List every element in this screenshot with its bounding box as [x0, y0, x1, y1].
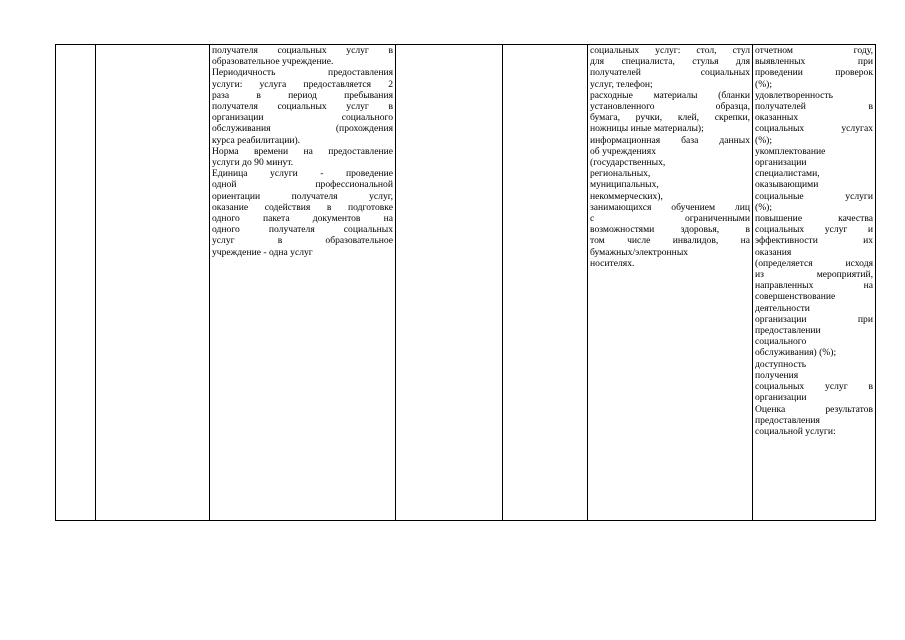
text-line: укомплектование: [755, 145, 826, 157]
text-line: одной профессиональной: [212, 179, 393, 191]
text-line: (государственных,: [590, 157, 666, 169]
text-line: организации при: [755, 313, 873, 325]
text-line: услуг в образовательное: [212, 235, 393, 247]
text-line: установленного образца,: [590, 101, 750, 113]
text-line: (%);: [755, 134, 773, 146]
text-line: образовательное учреждение.: [212, 56, 334, 68]
text-line: социальных услуг: стол, стул: [590, 45, 750, 56]
text-line: услуг, телефон;: [590, 78, 653, 90]
cell-service-description: [210, 45, 396, 521]
text-line: социальной услуги:: [755, 425, 836, 437]
text-line: предоставления: [755, 414, 820, 426]
text-line: (определяется исходя: [755, 257, 873, 269]
text-line: удовлетворенность: [755, 89, 833, 101]
text-line: получателей в: [755, 101, 873, 113]
text-line: информационная база данных: [590, 134, 750, 146]
text-line: направленных на: [755, 280, 873, 292]
text-line: специалистами,: [755, 168, 820, 180]
text-line: бумажных/электронных: [590, 246, 689, 258]
text-line: занимающихся обучением лиц: [590, 201, 750, 213]
text-line: Норма времени на предоставление: [212, 145, 393, 157]
text-line: Оценка результатов: [755, 403, 873, 415]
text-line: для специалиста, стулья для: [590, 56, 750, 68]
text-line: повышение качества: [755, 213, 873, 225]
text-line: эффективности их: [755, 235, 873, 247]
text-line: организации: [755, 157, 807, 169]
cell-service-conditions: [588, 45, 753, 521]
text-line: из мероприятий,: [755, 269, 873, 281]
text-line: социальных услуг в: [755, 381, 873, 393]
cell-service-name: [96, 45, 210, 521]
text-line: проведении проверок: [755, 67, 873, 79]
text-line: социальные услуги: [755, 190, 873, 202]
text-line: отчетном году,: [755, 45, 873, 56]
text-line: оказанных: [755, 112, 799, 124]
text-line: получателей социальных: [590, 67, 750, 79]
text-line: услуги: услуга предоставляется 2: [212, 78, 393, 90]
text-line: предоставлении: [755, 325, 821, 337]
cell-service-timing: [396, 45, 503, 521]
text-line: обслуживания) (%);: [755, 347, 837, 359]
text-line: об учреждениях: [590, 145, 656, 157]
text-line: курса реабилитации).: [212, 134, 301, 146]
text-line: региональных,: [590, 168, 651, 180]
text-line: оказание содействия в подготовке: [212, 201, 393, 213]
text-line: получения: [755, 369, 799, 381]
text-line: Единица услуги - проведение: [212, 168, 393, 180]
text-line: том числе инвалидов, на: [590, 235, 750, 247]
text-line: раза в период пребывания: [212, 89, 393, 101]
table-row: [56, 45, 876, 521]
text-line: социального: [755, 336, 807, 348]
text-line: ориентации получателя услуг,: [212, 190, 393, 202]
text-line: оказания: [755, 246, 792, 258]
text-line: доступность: [755, 358, 807, 370]
cell-row-number: [56, 45, 96, 521]
text-line: с ограниченными: [590, 213, 750, 225]
text-line: некоммерческих),: [590, 190, 663, 202]
text-line: расходные материалы (бланки: [590, 89, 750, 101]
text-line: возможностями здоровья, в: [590, 224, 750, 236]
text-line: получателя социальных услуг в: [212, 45, 393, 56]
cell-service-norm: [503, 45, 588, 521]
text-line: муниципальных,: [590, 179, 659, 191]
text-line: социальных услуг и: [755, 224, 873, 236]
text-line: совершенствование: [755, 291, 836, 303]
text-line: бумага, ручки, клей, скрепки,: [590, 112, 750, 124]
quality-indicators-text: [755, 45, 873, 437]
text-line: носителях.: [590, 257, 635, 269]
cell-quality-indicators: [753, 45, 876, 521]
text-line: обслуживания (прохождения: [212, 123, 393, 135]
text-line: услуги до 90 минут.: [212, 157, 294, 169]
text-line: учреждение - одна услуг: [212, 246, 313, 258]
service-standard-table: [55, 44, 876, 521]
text-line: выявленных при: [755, 56, 873, 68]
text-line: одного получателя социальных: [212, 224, 393, 236]
text-line: ножницы иные материалы);: [590, 123, 704, 135]
text-line: (%);: [755, 78, 773, 90]
text-line: оказывающими: [755, 179, 819, 191]
text-line: социальных услугах: [755, 123, 873, 135]
text-line: деятельности: [755, 302, 810, 314]
text-line: Периодичность предоставления: [212, 67, 393, 79]
text-line: (%);: [755, 201, 773, 213]
service-conditions-text: [590, 45, 750, 269]
text-line: организации социального: [212, 112, 393, 124]
text-line: организации: [755, 392, 807, 404]
service-description-text: [212, 45, 393, 258]
text-line: одного пакета документов на: [212, 213, 393, 225]
text-line: получателя социальных услуг в: [212, 101, 393, 113]
